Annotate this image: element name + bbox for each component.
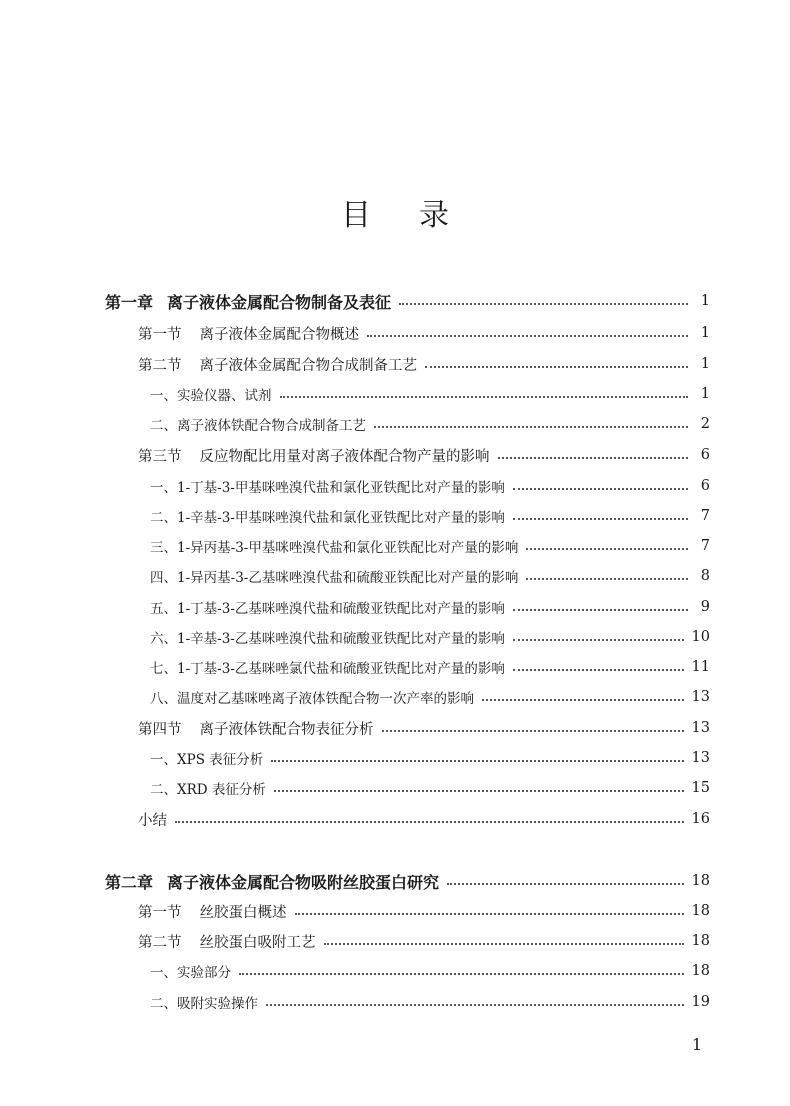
toc-entry-item xyxy=(150,411,710,437)
toc-entry-label: 小结 xyxy=(138,812,167,829)
toc-entry-section xyxy=(138,320,710,346)
toc-entry-page: 18 xyxy=(691,963,710,979)
toc-entry-item xyxy=(150,745,710,771)
toc-entry-number: 第四节 xyxy=(138,721,182,738)
toc-entry-label: 八、温度对乙基咪唑离子液体铁配合物一次产率的影响 xyxy=(150,691,474,707)
dot-leader xyxy=(482,699,684,701)
toc-entry-page: 6 xyxy=(700,478,710,494)
toc-entry-number: 第一节 xyxy=(138,326,182,343)
toc-entry-section xyxy=(138,351,710,377)
dot-leader xyxy=(526,548,688,550)
toc-entry-label: 离子液体金属配合物合成制备工艺 xyxy=(199,357,417,374)
toc-entry-section xyxy=(138,442,710,468)
toc-entry-number: 第二章 xyxy=(105,872,154,892)
page-number: 1 xyxy=(691,1035,702,1054)
toc-entry-label: 反应物配比用量对离子液体配合物产量的影响 xyxy=(199,448,490,465)
toc-entry-label: 离子液体金属配合物吸附丝胶蛋白研究 xyxy=(167,872,440,892)
toc-entry-item xyxy=(150,473,710,499)
dot-leader xyxy=(324,943,684,945)
toc-entry-section xyxy=(138,898,710,924)
toc-entry-page: 18 xyxy=(691,873,710,889)
toc-entry-page: 16 xyxy=(691,811,710,827)
toc-entry-page: 11 xyxy=(691,659,710,675)
toc-entry-label: 二、1-辛基-3-甲基咪唑溴代盐和氯化亚铁配比对产量的影响 xyxy=(150,510,505,526)
toc-entry-item xyxy=(150,624,710,650)
toc-entry-page: 1 xyxy=(700,386,710,402)
toc-entry-section xyxy=(138,928,710,954)
toc-entry-label: 丝胶蛋白概述 xyxy=(199,904,287,921)
toc-entry-label: 七、1-丁基-3-乙基咪唑氯代盐和硫酸亚铁配比对产量的影响 xyxy=(150,661,505,677)
dot-leader xyxy=(374,426,688,428)
toc-entry-label: 五、1-丁基-3-乙基咪唑溴代盐和硫酸亚铁配比对产量的影响 xyxy=(150,601,505,617)
dot-leader xyxy=(498,457,689,459)
toc-entry-number: 第一节 xyxy=(138,904,182,921)
toc-entry-chapter xyxy=(105,868,710,894)
toc-entry-page: 13 xyxy=(691,720,710,736)
toc-entry-item xyxy=(150,533,710,559)
toc-entry-page: 13 xyxy=(691,750,710,766)
toc-entry-label: 三、1-异丙基-3-甲基咪唑溴代盐和氯化亚铁配比对产量的影响 xyxy=(150,540,519,556)
toc-entry-number: 第三节 xyxy=(138,448,182,465)
toc-entry-label: 离子液体金属配合物制备及表征 xyxy=(167,292,392,312)
toc-entry-page: 7 xyxy=(700,538,710,554)
dot-leader xyxy=(367,335,688,337)
toc-entry-page: 13 xyxy=(691,689,710,705)
toc-entry-section xyxy=(138,806,710,832)
dot-leader xyxy=(513,639,684,641)
toc-entry-page: 8 xyxy=(700,568,710,584)
page-title: 目录 xyxy=(341,198,497,233)
toc-entry-chapter xyxy=(105,288,710,314)
toc-entry-label: 一、实验部分 xyxy=(150,965,231,981)
toc-entry-label: 二、XRD 表征分析 xyxy=(150,782,266,798)
toc-entry-page: 10 xyxy=(691,629,710,645)
toc-entry-label: 一、1-丁基-3-甲基咪唑溴代盐和氯化亚铁配比对产量的影响 xyxy=(150,480,505,496)
dot-leader xyxy=(274,790,684,792)
dot-leader xyxy=(447,883,684,885)
toc-entry-item xyxy=(150,989,710,1015)
toc-entry-page: 18 xyxy=(691,933,710,949)
toc-entry-item xyxy=(150,503,710,529)
toc-entry-label: 一、XPS 表征分析 xyxy=(150,752,264,768)
toc-entry-number: 第二节 xyxy=(138,934,182,951)
dot-leader xyxy=(399,303,688,305)
toc-entry-label: 六、1-辛基-3-乙基咪唑溴代盐和硫酸亚铁配比对产量的影响 xyxy=(150,631,505,647)
dot-leader xyxy=(526,578,688,580)
toc-entry-item xyxy=(150,594,710,620)
toc-entry-label: 二、离子液体铁配合物合成制备工艺 xyxy=(150,418,366,434)
toc-entry-page: 15 xyxy=(691,780,710,796)
toc-entry-label: 离子液体金属配合物概述 xyxy=(199,326,359,343)
dot-leader xyxy=(175,821,684,823)
dot-leader xyxy=(513,669,684,671)
dot-leader xyxy=(513,488,688,490)
toc-entry-label: 四、1-异丙基-3-乙基咪唑溴代盐和硫酸亚铁配比对产量的影响 xyxy=(150,570,519,586)
toc-entry-page: 6 xyxy=(700,447,710,463)
toc-entry-item xyxy=(150,775,710,801)
toc-entry-label: 一、实验仪器、试剂 xyxy=(150,388,272,404)
dot-leader xyxy=(382,730,684,732)
dot-leader xyxy=(513,518,688,520)
toc-entry-number: 第一章 xyxy=(105,292,154,312)
toc-entry-section xyxy=(138,715,710,741)
toc-entry-item xyxy=(150,684,710,710)
toc-entry-page: 9 xyxy=(700,599,710,615)
dot-leader xyxy=(239,973,684,975)
dot-leader xyxy=(280,396,689,398)
toc-entry-item xyxy=(150,654,710,680)
toc-entry-item xyxy=(150,563,710,589)
toc-entry-page: 1 xyxy=(700,325,710,341)
dot-leader xyxy=(425,366,688,368)
dot-leader xyxy=(513,609,688,611)
toc-entry-label: 二、吸附实验操作 xyxy=(150,996,258,1012)
dot-leader xyxy=(295,913,684,915)
dot-leader xyxy=(271,760,683,762)
toc-entry-page: 19 xyxy=(691,994,710,1010)
toc-entry-label: 丝胶蛋白吸附工艺 xyxy=(199,934,316,951)
toc-entry-item xyxy=(150,958,710,984)
toc-entry-page: 7 xyxy=(700,508,710,524)
toc-entry-page: 18 xyxy=(691,903,710,919)
toc-entry-page: 1 xyxy=(700,293,710,309)
toc-entry-page: 1 xyxy=(700,356,710,372)
toc-entry-item xyxy=(150,381,710,407)
toc-entry-number: 第二节 xyxy=(138,357,182,374)
dot-leader xyxy=(266,1004,684,1006)
toc-entry-label: 离子液体铁配合物表征分析 xyxy=(199,721,374,738)
toc-entry-page: 2 xyxy=(700,416,710,432)
